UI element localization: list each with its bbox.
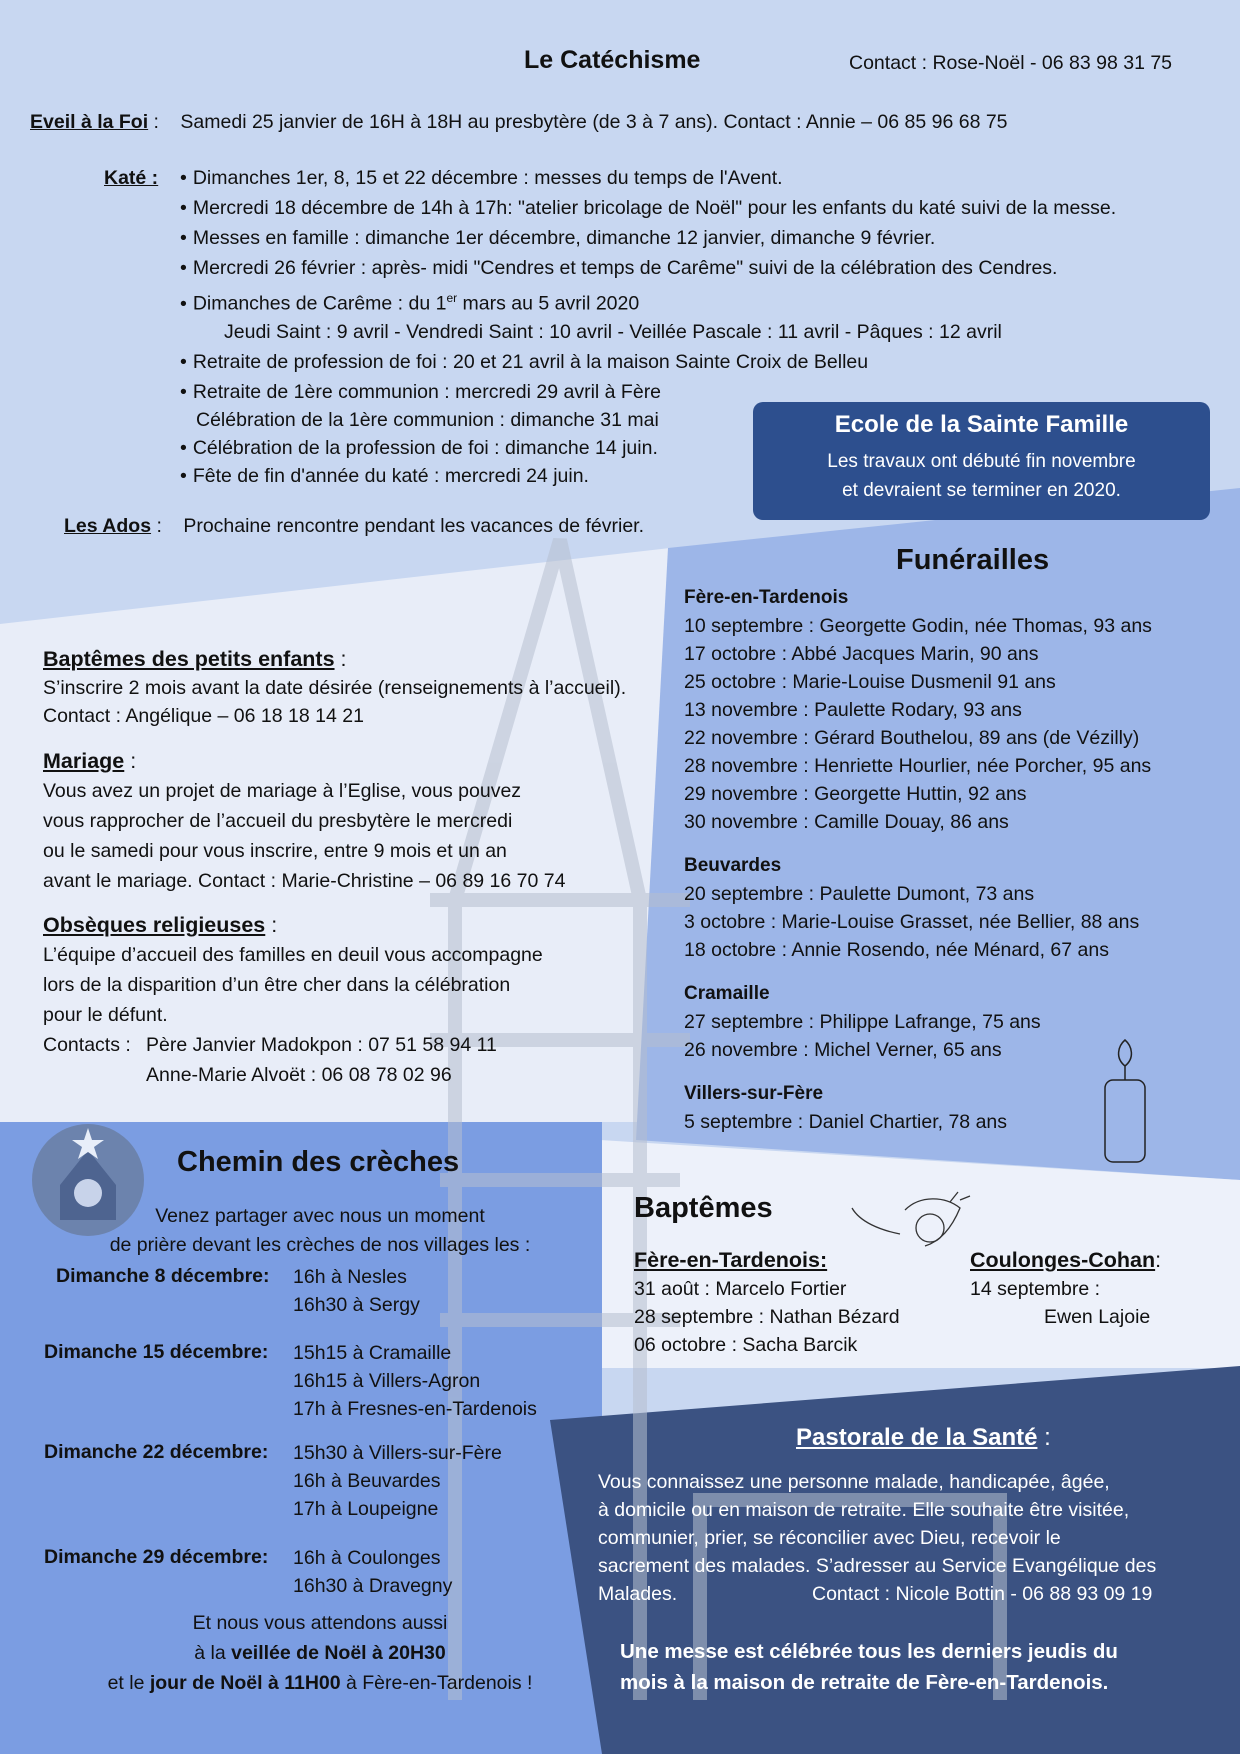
outro-line1: Et nous vous attendons aussi xyxy=(192,1612,448,1634)
list-item: 5 septembre : Daniel Chartier, 78 ans xyxy=(684,1111,1008,1133)
pastorale-text xyxy=(598,1468,1156,1608)
list-item: • Fête de fin d'année du katé : mercredi 24 juin. xyxy=(180,462,1116,490)
mariage-line: ou le samedi pour vous inscrire, entre 9 mois et un an xyxy=(43,840,507,862)
outro-line3-a: et le xyxy=(107,1672,150,1694)
list-item: • Dimanches 1er, 8, 15 et 22 décembre : messes du temps de l'Avent. xyxy=(180,164,1116,192)
list-item: 18 octobre : Annie Rosendo, née Ménard, 67 ans xyxy=(684,939,1109,961)
creches-intro-line2: de prière devant les crèches de nos villages les : xyxy=(109,1234,531,1256)
pastorale-last-a: Malades. xyxy=(598,1583,678,1605)
catechisme-contact: Contact : Rose-Noël - 06 83 98 31 75 xyxy=(849,52,1173,74)
list-item: Ewen Lajoie xyxy=(1044,1306,1151,1328)
mariage-heading xyxy=(43,746,626,776)
careme-rest: mars au 5 avril 2020 xyxy=(457,292,640,315)
ados-label: Les Ados xyxy=(64,515,152,537)
contacts-label: Contacts : xyxy=(43,1034,131,1056)
list-item: 17 octobre : Abbé Jacques Marin, 90 ans xyxy=(684,643,1039,665)
sacraments-section xyxy=(43,644,626,1090)
baptemes-coul-title: Coulonges-Cohan xyxy=(970,1248,1156,1272)
outro-line2-a: à la xyxy=(194,1642,232,1664)
creche-day: Dimanche 8 décembre: xyxy=(56,1265,270,1287)
list-item: 31 août : Marcelo Fortier xyxy=(634,1278,847,1300)
baptemes-coul-heading xyxy=(970,1245,1161,1275)
baptemes-fere xyxy=(634,1245,900,1359)
town-heading: Fère-en-Tardenois xyxy=(684,587,849,608)
baptemes-title: Baptêmes xyxy=(634,1192,773,1224)
baptemes-coulonges xyxy=(970,1245,1161,1331)
list-item: 16h30 à Dravegny xyxy=(293,1575,453,1597)
careme-sup: er xyxy=(446,291,458,305)
pastorale-line: à domicile ou en maison de retraite. Elle souhaite être visitée, xyxy=(598,1499,1130,1521)
list-item: 30 novembre : Camille Douay, 86 ans xyxy=(684,811,1009,833)
mariage-sep: : xyxy=(124,749,137,773)
bapt-petits-sep: : xyxy=(334,647,347,671)
contact-1: Père Janvier Madokpon : 07 51 58 94 11 xyxy=(146,1034,497,1056)
list-item: 17h à Loupeigne xyxy=(293,1498,439,1520)
list-item: • Mercredi 26 février : après- midi "Cendres et temps de Carême" suivi de la célébration des Cendres. xyxy=(180,254,1116,282)
eveil-row xyxy=(30,108,1008,136)
bapt-petits-heading xyxy=(43,644,626,674)
eveil-text: Samedi 25 janvier de 16H à 18H au presbytère (de 3 à 7 ans). Contact : Annie – 06 85 96 68 75 xyxy=(180,111,1008,133)
pastorale-line: Vous connaissez une personne malade, handicapée, âgée, xyxy=(598,1471,1110,1493)
list-item: 15h30 à Villers-sur-Fère xyxy=(293,1442,502,1464)
pastorale-note xyxy=(620,1636,1118,1698)
pastorale-note-line2: mois à la maison de retraite de Fère-en-Tardenois. xyxy=(620,1671,1109,1694)
outro-line3 xyxy=(40,1668,600,1698)
town-heading: Villers-sur-Fère xyxy=(684,1083,824,1104)
list-item: 15h15 à Cramaille xyxy=(293,1342,452,1364)
pastorale-note-line1: Une messe est célébrée tous les derniers jeudis du xyxy=(620,1640,1118,1663)
list-item: 13 novembre : Paulette Rodary, 93 ans xyxy=(684,699,1022,721)
funerailles-list xyxy=(684,584,1152,1136)
eveil-sep: : xyxy=(148,111,159,133)
creches-intro-line1: Venez partager avec nous un moment xyxy=(155,1205,485,1227)
list-item: 16h à Beuvardes xyxy=(293,1470,441,1492)
list-item: • Mercredi 18 décembre de 14h à 17h: "atelier bricolage de Noël" pour les enfants du katé suivi de la messe. xyxy=(180,194,1116,222)
list-item: 16h à Coulonges xyxy=(293,1547,441,1569)
baptemes-fere-title: Fère-en-Tardenois: xyxy=(634,1248,828,1272)
obseques-heading xyxy=(43,910,626,940)
contact-2: Anne-Marie Alvoët : 06 08 78 02 96 xyxy=(146,1064,452,1086)
list-item: 28 novembre : Henriette Hourlier, née Porcher, 95 ans xyxy=(684,755,1152,777)
catechisme-title: Le Catéchisme xyxy=(524,46,701,74)
ecole-line2: et devraient se terminer en 2020. xyxy=(842,480,1121,501)
list-item: 10 septembre : Georgette Godin, née Thomas, 93 ans xyxy=(684,615,1152,637)
creches-title: Chemin des crèches xyxy=(177,1146,460,1178)
obseques-line: lors de la disparition d’un être cher dans la célébration xyxy=(43,974,511,996)
list-item: 27 septembre : Philippe Lafrange, 75 ans xyxy=(684,1011,1041,1033)
list-item: 16h à Nesles xyxy=(293,1266,407,1288)
mariage-line: Vous avez un projet de mariage à l’Eglise, vous pouvez xyxy=(43,780,522,802)
baptemes-coul-sep: : xyxy=(1155,1248,1162,1272)
ados-row xyxy=(64,512,644,540)
bapt-petits-contact: Contact : Angélique – 06 18 18 14 21 xyxy=(43,705,364,727)
mariage-title: Mariage xyxy=(43,749,125,773)
mariage-line: vous rapprocher de l’accueil du presbytère le mercredi xyxy=(43,810,513,832)
list-item: 28 septembre : Nathan Bézard xyxy=(634,1306,900,1328)
pastorale-line: sacrement des malades. S’adresser au Service Evangélique des xyxy=(598,1555,1157,1577)
creche-day: Dimanche 29 décembre: xyxy=(44,1546,269,1568)
list-item: 3 octobre : Marie-Louise Grasset, née Bellier, 88 ans xyxy=(684,911,1140,933)
list-item: Célébration de la 1ère communion : dimanche 31 mai xyxy=(196,408,659,431)
list-item: 16h30 à Sergy xyxy=(293,1294,420,1316)
pastorale-title: Pastorale de la Santé xyxy=(796,1424,1038,1451)
creches-intro xyxy=(40,1202,600,1260)
pastorale-heading xyxy=(796,1424,1051,1452)
list-item: 17h à Fresnes-en-Tardenois xyxy=(293,1398,537,1420)
ecole-title: Ecole de la Sainte Famille xyxy=(834,411,1129,438)
list-item: • Messes en famille : dimanche 1er décembre, dimanche 12 janvier, dimanche 9 février. xyxy=(180,224,1116,252)
obseques-line: L’équipe d’accueil des familles en deuil vous accompagne xyxy=(43,944,543,966)
obseques-title: Obsèques religieuses xyxy=(43,913,266,937)
careme-text: Dimanches de Carême : du 1 xyxy=(192,292,447,315)
list-item: 20 septembre : Paulette Dumont, 73 ans xyxy=(684,883,1035,905)
kate-label: Katé : xyxy=(104,167,159,189)
creche-day: Dimanche 15 décembre: xyxy=(44,1341,269,1363)
list-item: 06 octobre : Sacha Barcik xyxy=(634,1334,858,1356)
list-item: 29 novembre : Georgette Huttin, 92 ans xyxy=(684,783,1027,805)
list-item: 16h15 à Villers-Agron xyxy=(293,1370,481,1392)
town-heading: Beuvardes xyxy=(684,855,782,876)
list-item: 26 novembre : Michel Verner, 65 ans xyxy=(684,1039,1002,1061)
obseques-contact-row xyxy=(43,1030,626,1060)
ecole-text xyxy=(753,447,1210,505)
list-item: 22 novembre : Gérard Bouthelou, 89 ans (de Vézilly) xyxy=(684,727,1140,749)
outro-line2-b: veillée de Noël à 20H30 xyxy=(231,1642,446,1664)
list-item: • Célébration de la profession de foi : dimanche 14 juin. xyxy=(180,434,1116,462)
pastorale-sep: : xyxy=(1037,1424,1051,1451)
list-item: 14 septembre : xyxy=(970,1278,1101,1300)
outro-line3-c: à Fère-en-Tardenois ! xyxy=(340,1672,533,1694)
town-heading: Cramaille xyxy=(684,983,770,1004)
outro-line3-b: jour de Noël à 11H00 xyxy=(149,1672,341,1694)
list-item: Jeudi Saint : 9 avril - Vendredi Saint : 10 avril - Veillée Pascale : 11 avril - Pâques : 12 avril xyxy=(224,320,1002,343)
pastorale-last-line xyxy=(598,1580,1156,1608)
obseques-sep: : xyxy=(265,913,278,937)
list-item: • Retraite de profession de foi : 20 et 21 avril à la maison Sainte Croix de Belleu xyxy=(180,348,1116,376)
list-item: 25 octobre : Marie-Louise Dusmenil 91 ans xyxy=(684,671,1056,693)
mariage-line: avant le mariage. Contact : Marie-Christine – 06 89 16 70 74 xyxy=(43,870,566,892)
creches-outro xyxy=(40,1608,600,1698)
creche-day: Dimanche 22 décembre: xyxy=(44,1441,269,1463)
funerailles-title: Funérailles xyxy=(896,544,1050,576)
ados-text: Prochaine rencontre pendant les vacances de février. xyxy=(183,515,645,537)
ecole-box xyxy=(753,402,1210,520)
list-item: • Retraite de 1ère communion : mercredi 29 avril à Fère xyxy=(180,378,1116,406)
pastorale-line: communier, prier, se réconcilier avec Dieu, recevoir le xyxy=(598,1527,1061,1549)
ecole-line1: Les travaux ont débuté fin novembre xyxy=(827,451,1136,472)
eveil-label: Eveil à la Foi xyxy=(30,111,149,133)
outro-line2 xyxy=(40,1638,600,1668)
ados-sep: : xyxy=(151,515,162,537)
obseques-line: pour le défunt. xyxy=(43,1004,168,1026)
list-item-careme xyxy=(180,284,1116,318)
pastorale-contact: Contact : Nicole Bottin - 06 88 93 09 19 xyxy=(812,1583,1153,1605)
bapt-petits-line: S’inscrire 2 mois avant la date désirée (renseignements à l’accueil). xyxy=(43,677,627,699)
bapt-petits-title: Baptêmes des petits enfants xyxy=(43,647,335,671)
